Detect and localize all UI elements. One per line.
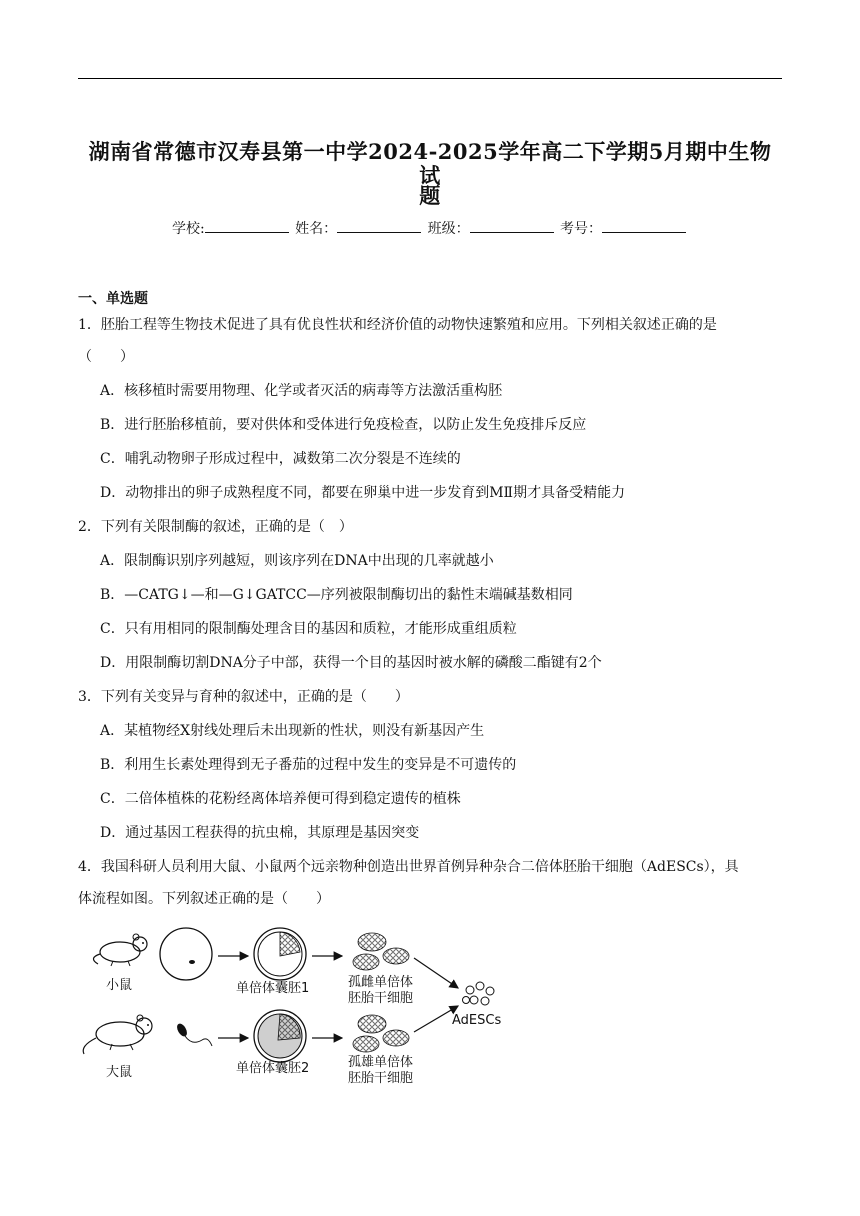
oocyte-icon xyxy=(160,928,212,980)
esc-2-label-line1: 孤雄单倍体 xyxy=(348,1055,414,1070)
esc-1-label-line1: 孤雌单倍体 xyxy=(348,975,414,990)
school-label: 学校: xyxy=(171,221,205,237)
adescs-process-figure xyxy=(78,922,518,1092)
name-blank[interactable] xyxy=(337,219,421,233)
question-2-option-d: D．用限制酶切割DNA分子中部，获得一个目的基因时被水解的磷酸二酯键有2个 xyxy=(100,655,602,671)
blastocyst-1-label: 单倍体囊胚1 xyxy=(236,981,310,996)
adescs-icon xyxy=(463,982,495,1005)
rat-label: 大鼠 xyxy=(106,1065,133,1080)
esc-1-label-line2: 胚胎干细胞 xyxy=(348,991,414,1006)
figure-svg xyxy=(78,922,518,1092)
mouse-label: 小鼠 xyxy=(106,978,133,993)
question-1-option-c: C．哺乳动物卵子形成过程中，减数第二次分裂是不连续的 xyxy=(100,451,461,467)
question-3-stem: 3．下列有关变异与育种的叙述中，正确的是（ ） xyxy=(78,689,409,705)
student-info-line xyxy=(0,219,860,238)
name-label: 姓名： xyxy=(295,221,338,237)
page-title-line2: 题 xyxy=(419,183,441,208)
section-title: 一、单选题 xyxy=(78,291,148,307)
question-2-stem: 2．下列有关限制酶的叙述，正确的是（ ） xyxy=(78,519,353,535)
blastocyst-1-icon xyxy=(254,928,306,980)
question-3-option-b: B．利用生长素处理得到无子番茄的过程中发生的变异是不可遗传的 xyxy=(100,757,517,773)
exam-number-blank[interactable] xyxy=(602,219,686,233)
adescs-label: AdESCs xyxy=(452,1013,502,1028)
question-1-option-d: D．动物排出的卵子成熟程度不同，都要在卵巢中进一步发育到MⅡ期才具备受精能力 xyxy=(100,485,626,501)
question-3-option-c: C．二倍体植株的花粉经离体培养便可得到稳定遗传的植株 xyxy=(100,791,461,807)
question-1-stem-line2: （ ） xyxy=(78,349,134,365)
class-blank[interactable] xyxy=(470,219,554,233)
mouse-icon xyxy=(93,934,147,966)
blastocyst-2-label: 单倍体囊胚2 xyxy=(236,1061,310,1076)
question-1-option-b: B．进行胚胎移植前，要对供体和受体进行免疫检查，以防止发生免疫排斥反应 xyxy=(100,417,587,433)
esc-2-label-line2: 胚胎干细胞 xyxy=(348,1071,414,1086)
exam-number-label: 考号： xyxy=(560,221,603,237)
question-2-option-b: B．—CATG↓—和—G↓GATCC—序列被限制酶切出的黏性末端碱基数相同 xyxy=(100,587,573,603)
sperm-icon xyxy=(175,1022,212,1046)
question-4-stem-line2: 体流程如图。下列叙述正确的是（ ） xyxy=(78,891,330,907)
question-1-option-a: A．核移植时需要用物理、化学或者灭活的病毒等方法激活重构胚 xyxy=(100,383,503,399)
haploid-esc-2-icon xyxy=(353,1015,409,1052)
page-title-line1: 湖南省常德市汉寿县第一中学2024-2025学年高二下学期5月期中生物试 xyxy=(88,139,772,188)
question-2-option-c: C．只有用相同的限制酶处理含目的基因和质粒，才能形成重组质粒 xyxy=(100,621,517,637)
school-blank[interactable] xyxy=(205,219,289,233)
question-2-option-a: A．限制酶识别序列越短，则该序列在DNA中出现的几率就越小 xyxy=(100,553,494,569)
blastocyst-2-icon xyxy=(254,1010,306,1062)
question-3-option-a: A．某植物经X射线处理后未出现新的性状，则没有新基因产生 xyxy=(100,723,485,739)
question-3-option-d: D．通过基因工程获得的抗虫棉，其原理是基因突变 xyxy=(100,825,420,841)
haploid-esc-1-icon xyxy=(353,933,409,970)
class-label: 班级： xyxy=(427,221,470,237)
header-rule xyxy=(78,78,782,79)
question-1-stem-line1: 1．胚胎工程等生物技术促进了具有优良性状和经济价值的动物快速繁殖和应用。下列相关叙述正确的是 xyxy=(78,317,717,333)
rat-icon xyxy=(83,1015,152,1054)
question-4-stem-line1: 4．我国科研人员利用大鼠、小鼠两个远亲物种创造出世界首例异种杂合二倍体胚胎干细胞（AdESCs），具 xyxy=(78,859,739,875)
